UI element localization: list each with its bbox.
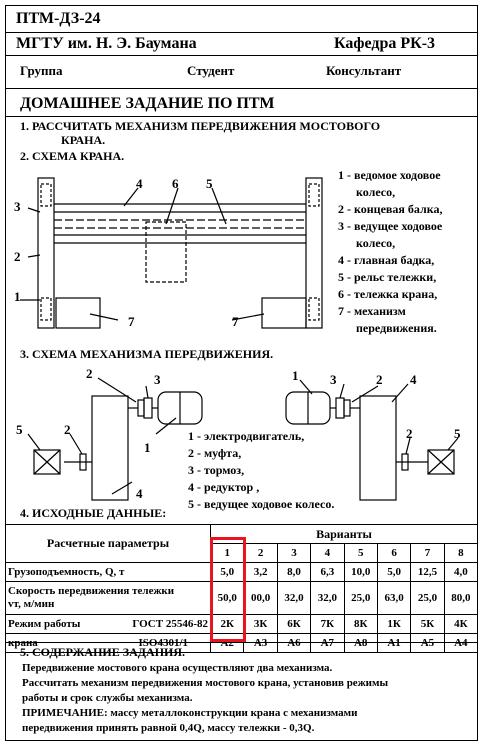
right-wheel-bottom — [309, 298, 319, 320]
mechanism-legend: 1 - электродвигатель, 2 - муфта, 3 - тормоз, 4 - редуктор , 5 - ведущее ходовое колесо. — [188, 429, 335, 511]
section5-heading: 5. СОДЕРЖАНИЕ ЗАДАНИЯ. — [20, 645, 186, 659]
divider — [5, 88, 478, 89]
task-content: Передвижение мостового крана осуществляют два механизма. Рассчитать механизм передвижения мостового крана, установив режимы работы и срок службы механизма. ПРИМЕЧАНИЕ: массу металлоконструкции крана с механизмами передвижения принять равной 0,4Q, массу тележки - 0,3Q. — [22, 662, 389, 734]
variant-numbers: 1 2 3 4 5 6 7 8 — [6, 544, 478, 563]
mech-callout-2-low: 2 — [64, 422, 71, 437]
section1-line1: 1. РАССЧИТАТЬ МЕХАНИЗМ ПЕРЕДВИЖЕНИЯ МОСТОВОГО — [20, 119, 381, 133]
callout-2: 2 — [14, 249, 21, 264]
callout-3: 3 — [14, 199, 21, 214]
mech-callout-r2: 2 — [376, 372, 383, 387]
variants-header: Варианты — [211, 525, 478, 544]
section2-heading: 2. СХЕМА КРАНА. — [20, 149, 125, 163]
callout-1: 1 — [14, 289, 21, 304]
capacity-row: Грузоподъемность, Q, т 5,0 3,2 8,0 6,3 10,0 5,0 12,5 4,0 — [6, 563, 478, 582]
left-wheel-bottom — [41, 298, 51, 320]
mech-callout-r5: 5 — [454, 426, 461, 441]
section4-heading: 4. ИСХОДНЫЕ ДАННЫЕ: — [20, 506, 167, 520]
speed-row: Скорость передвижения тележки vт, м/мин 50,0 00,0 32,0 32,0 25,0 63,0 25,0 80,0 — [6, 582, 478, 615]
callout-6: 6 — [172, 176, 179, 191]
iso-mode-row: крана ISO4301/1 А2 А3 А6 А7 А8 А1 А5 А4 — [6, 634, 478, 653]
trolley — [146, 222, 186, 282]
gost-mode-row: Режим работы ГОСТ 25546-82 2К 3К 6К 7К 8К 1К 5К 4К — [6, 615, 478, 634]
mech-callout-5: 5 — [16, 422, 23, 437]
params-header: Расчетные параметры — [6, 525, 211, 563]
crane-scheme-diagram — [0, 160, 340, 340]
mech-callout-r4: 4 — [410, 372, 417, 387]
callout-7-left: 7 — [128, 314, 135, 329]
mech-callout-1: 1 — [144, 440, 151, 455]
crane-legend: 1 - ведомое ходовое колесо, 2 - концевая балка, 3 - ведущее ходовое колесо, 4 - главная бадка, 5 - рельс тележки, 6 - тележка крана, 7 - механизм передвижения. — [338, 168, 443, 335]
divider — [5, 116, 478, 117]
drive-mechanism-left — [56, 298, 100, 328]
document-code: ПТМ-ДЗ-24 — [16, 10, 101, 27]
mech-callout-4: 4 — [136, 486, 143, 501]
section1-line2: КРАНА. — [61, 133, 106, 147]
consultant-label: Консультант — [326, 63, 402, 78]
mech-callout-3: 3 — [154, 372, 161, 387]
selected-variant-highlight — [210, 537, 246, 642]
mech-callout-r2-low: 2 — [406, 426, 413, 441]
group-label: Группа — [20, 63, 63, 78]
brake-left — [144, 398, 152, 418]
divider — [5, 32, 478, 33]
brake-right — [336, 398, 344, 418]
left-wheel-top — [41, 184, 51, 206]
mech-callout-r1: 1 — [292, 368, 299, 383]
mech-callout-2: 2 — [86, 366, 93, 381]
gearbox-left — [92, 396, 128, 500]
callout-4: 4 — [136, 176, 143, 191]
section3-heading: 3. СХЕМА МЕХАНИЗМА ПЕРЕДВИЖЕНИЯ. — [20, 347, 274, 361]
university-name: МГТУ им. Н. Э. Баумана — [16, 35, 197, 52]
page-title: ДОМАШНЕЕ ЗАДАНИЕ ПО ПТМ — [20, 95, 275, 112]
callout-5: 5 — [206, 176, 213, 191]
department-name: Кафедра РК-3 — [334, 35, 436, 52]
coupling-right — [344, 400, 350, 416]
gearbox-right — [360, 396, 396, 500]
drive-mechanism-right — [262, 298, 306, 328]
right-wheel-top — [309, 184, 319, 206]
callout-7-right: 7 — [232, 314, 239, 329]
coupling-left — [138, 400, 144, 416]
mech-callout-r3: 3 — [330, 372, 337, 387]
divider — [5, 55, 478, 56]
student-label: Студент — [187, 63, 235, 78]
